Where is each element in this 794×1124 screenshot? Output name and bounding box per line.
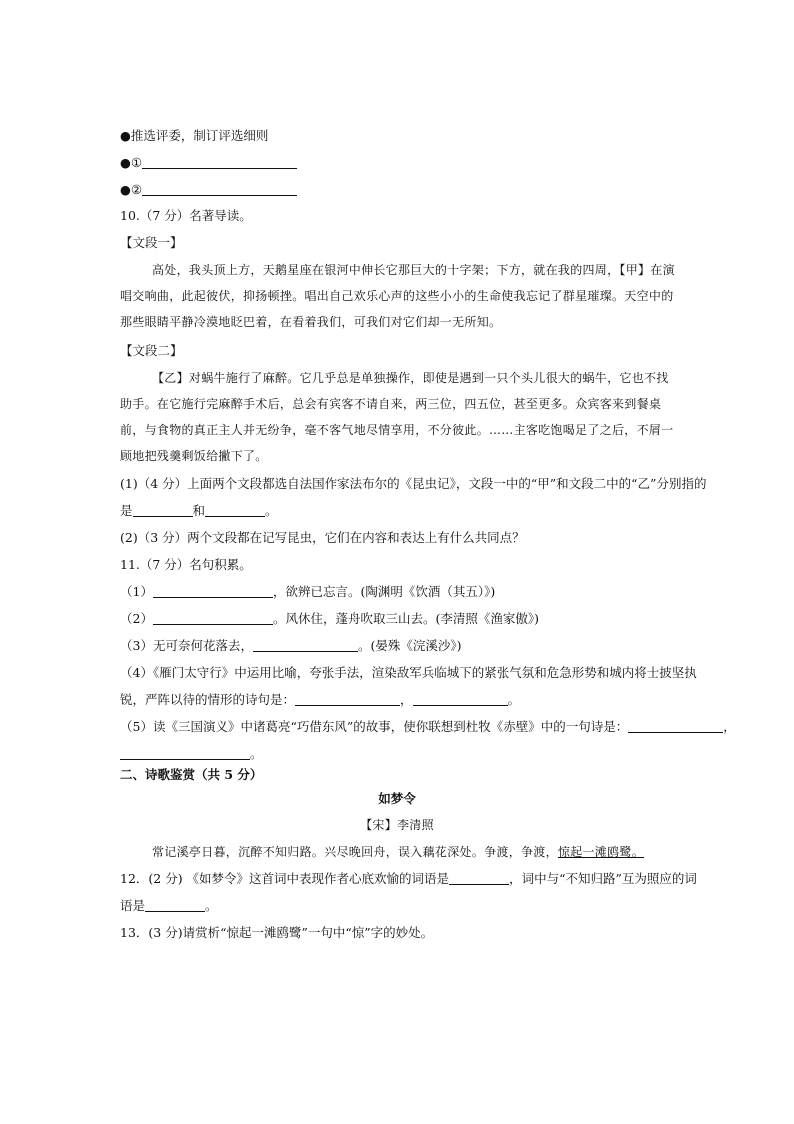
- question-10-1-line-a: (1)（4 分）上面两个文段都选自法国作家法布尔的《昆虫记》，文段一中的“甲”和文段二中的“乙”分别指的: [120, 476, 707, 491]
- answer-blank[interactable]: [120, 746, 250, 760]
- bullet-line-2: [120, 155, 297, 171]
- text-fragment: 12．(2 分) 《如梦令》这首词中表现作者心底欢愉的词语是: [120, 871, 450, 886]
- question-11-1: [120, 584, 495, 600]
- answer-blank[interactable]: [142, 155, 297, 169]
- poem-last-line: 惊起一滩鸥鹭。: [557, 845, 645, 859]
- question-11-3: [120, 638, 461, 654]
- poem-text: 常记溪亭日暮，沉醉不知归路。兴尽晚回舟，误入藕花深处。争渡，争渡，: [152, 845, 558, 859]
- question-11-4-line-b: [120, 692, 520, 708]
- text-fragment: 锐，严阵以待的情形的诗句是：: [120, 692, 296, 707]
- answer-blank[interactable]: [413, 692, 508, 706]
- text-fragment: ，: [723, 719, 736, 734]
- text-fragment: （2）: [120, 611, 153, 626]
- answer-blank[interactable]: [142, 182, 297, 196]
- answer-blank[interactable]: [253, 638, 358, 652]
- question-12-line-a: [120, 871, 697, 887]
- question-11-2: [120, 611, 539, 627]
- question-13: 13．(3 分)请赏析“惊起一滩鸥鹭”一句中“惊”字的妙处。: [120, 925, 434, 940]
- poem-body: [152, 844, 644, 860]
- passage-1-text: 高处，我头顶上方，天鹅星座在银河中伸长它那巨大的十字架；下方，就在我的四周，【甲】在演唱交响曲，此起彼伏，抑扬顿挫。唱出自己欢乐心声的这些小小的生命使我忘记了群星璀璨。天空中的那些眼睛平静冷漠地眨巴着，在看着我们，可我们对它们却一无所知。: [120, 263, 675, 329]
- poem-title: 如梦令: [378, 791, 416, 806]
- answer-blank[interactable]: [205, 503, 265, 517]
- passage-2-text: 【乙】对蜗牛施行了麻醉。它几乎总是单独操作，即使是遇到一只个头儿很大的蜗牛，它也不找助手。在它施行完麻醉手术后，总会有宾客不请自来，两三位，四五位，甚至更多。众宾客来到餐桌前，与食物的真正主人并无纷争，毫不客气地尽情享用，不分彼此。……主客吃饱喝足了之后，不屑一顾地把残羹剩饭给撇下了。: [120, 371, 674, 463]
- answer-blank[interactable]: [449, 871, 509, 885]
- answer-blank[interactable]: [628, 719, 723, 733]
- text-fragment: （5）读《三国演义》中诸葛亮“巧借东风”的故事，使你联想到杜牧《赤壁》中的一句诗是：: [120, 719, 629, 734]
- text-fragment: 。: [265, 503, 278, 518]
- text-fragment: 语是: [120, 898, 146, 913]
- answer-blank[interactable]: [295, 692, 400, 706]
- bullet-3-prefix: ●②: [120, 182, 143, 197]
- question-11-4-line-a: （4）《雁门太守行》中运用比喻，夸张手法，渲染敌军兵临城下的紧张气氛和危急形势和城内将士披坚执: [120, 665, 697, 680]
- text-fragment: 。(晏殊《浣溪沙》): [357, 638, 462, 653]
- question-10-2: (2)（3 分）两个文段都在记写昆虫，它们在内容和表达上有什么共同点？: [120, 530, 525, 545]
- bullet-line-1: ●推选评委，制订评选细则: [120, 128, 269, 143]
- text-fragment: ，: [400, 692, 413, 707]
- question-10-1-line-b: [120, 503, 278, 519]
- text-fragment: 。: [507, 692, 521, 707]
- question-11-5-line-b: [120, 746, 263, 762]
- question-11: 11.（7 分）名句积累。: [120, 557, 252, 572]
- bullet-line-3: [120, 182, 297, 198]
- section-2-heading: 二、诗歌鉴赏（共 5 分）: [120, 767, 263, 782]
- answer-blank[interactable]: [153, 611, 273, 625]
- text-fragment: 。风休住，蓬舟吹取三山去。(李清照《渔家傲》): [272, 611, 539, 626]
- text-fragment: ，词中与“不知归路”互为照应的词: [509, 871, 697, 886]
- bullet-2-prefix: ●①: [120, 155, 143, 170]
- question-12-line-b: [120, 898, 218, 914]
- text-fragment: 。: [205, 898, 218, 913]
- answer-blank[interactable]: [133, 503, 193, 517]
- answer-blank[interactable]: [153, 584, 273, 598]
- passage-1-title: 【文段一】: [120, 235, 183, 250]
- answer-blank[interactable]: [145, 898, 205, 912]
- text-fragment: ，欲辨已忘言。(陶渊明《饮酒（其五）》): [272, 584, 496, 599]
- passage-2-title: 【文段二】: [120, 343, 183, 358]
- question-10: 10.（7 分）名著导读。: [120, 208, 252, 223]
- text-fragment: 是: [120, 503, 133, 518]
- text-fragment: （3）无可奈何花落去，: [120, 638, 253, 653]
- poem-author: 【宋】李清照: [360, 818, 434, 832]
- question-11-5-line-a: [120, 719, 736, 735]
- text-fragment: 。: [250, 746, 263, 761]
- text-fragment: 和: [192, 503, 206, 518]
- text-fragment: （1）: [120, 584, 153, 599]
